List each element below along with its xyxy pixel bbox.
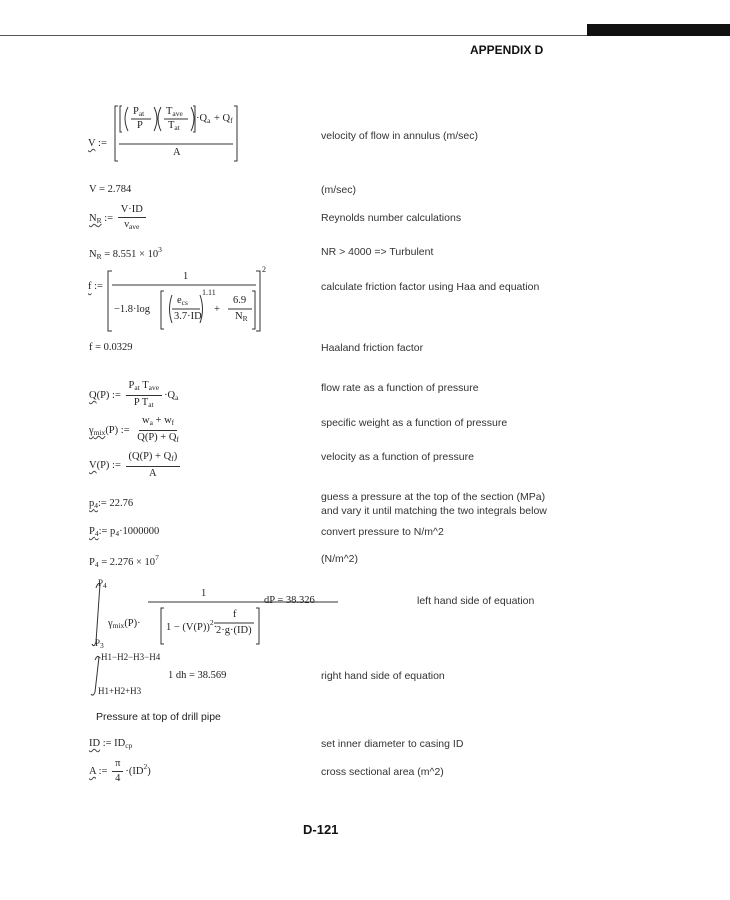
lhs-integral-den: 2·g·(ID) — [216, 625, 252, 636]
reynolds-desc: Reynolds number calculations — [321, 212, 462, 224]
area-equation: A := $\frac{\pi}{4}$ $\cdot(ID^2)$ — [89, 758, 151, 784]
convert-pressure-desc: convert pressure to N/m^2 — [321, 526, 444, 538]
velocity-area: A — [173, 147, 181, 158]
rhs-integral-body: 1 dh = 38.569 — [168, 670, 227, 681]
friction-c-num: 6.9 — [233, 295, 247, 306]
convert-pressure: $P_4:= p_4\cdot 1000000$ — [89, 526, 160, 538]
velocity-result: V = 2.784 — [89, 184, 132, 195]
lhs-integral-desc: left hand side of equation — [417, 595, 535, 607]
v-of-p-equation: V(P) := $\frac{(Q(P) + Q_f)}{A}$ — [89, 451, 182, 480]
lhs-integral-f: f — [233, 609, 237, 620]
appendix-title: APPENDIX D — [470, 43, 544, 57]
friction-equation — [88, 265, 278, 337]
velocity-qf: + $Q_f$ — [214, 113, 233, 125]
friction-desc: calculate friction factor using Haa and equation — [321, 281, 540, 293]
lhs-integral-result: dP = 38.326 — [264, 595, 315, 606]
guess-pressure-desc-1: guess a pressure at the top of the section (MPa) — [321, 491, 546, 503]
friction-result-desc: Haaland friction factor — [321, 342, 424, 354]
reynolds-equation: $N_R$ := $\frac{V\cdot ID}{\nu_{ave}}$ — [89, 204, 148, 233]
friction-e-den: 3.7·ID — [174, 311, 202, 322]
rhs-integral — [88, 652, 288, 698]
velocity-desc: velocity of flow in annulus (m/sec) — [321, 130, 478, 142]
gamma-of-p-desc: specific weight as a function of pressure — [321, 417, 508, 429]
guess-pressure-desc-2: and vary it until matching the two integrals below — [321, 505, 547, 517]
rhs-integral-lower: H1+H2+H3 — [98, 686, 142, 696]
lhs-integral — [88, 578, 338, 650]
friction-c-den: $N_R$ — [235, 311, 248, 323]
lhs-integral-lower: $P_3$ — [95, 638, 104, 650]
velocity-equation — [88, 104, 258, 164]
friction-result: f = 0.0329 — [89, 342, 133, 353]
guess-pressure: $p_4:= 22.76$ — [89, 498, 134, 510]
q-of-p-equation: Q(P) := $\frac{P_{at} T_{ave}}{P T_{at}}$ $\cdot Q_a$ — [89, 380, 179, 409]
reynolds-result-desc: NR > 4000 => Turbulent — [321, 246, 434, 258]
q-of-p-desc: flow rate as a function of pressure — [321, 382, 479, 394]
friction-lhs: f := — [88, 281, 103, 292]
drill-pipe-heading: Pressure at top of drill pipe — [96, 711, 221, 723]
gamma-of-p-equation: $\gamma_{mix}(P)$ := $\frac{w_a + w_f}{Q(P) + Q_f}$ — [89, 415, 179, 444]
rhs-integral-upper: -H1−H2−H3−H4 — [98, 652, 161, 662]
friction-pow: 1.11 — [202, 288, 216, 297]
velocity-p-at: $P_{at}$ — [133, 106, 145, 118]
velocity-t-at: $T_{at}$ — [168, 120, 180, 132]
lhs-integral-upper: $P_4$ — [98, 578, 107, 590]
p4-result-desc: (N/m^2) — [321, 553, 359, 565]
velocity-result-desc: (m/sec) — [321, 184, 356, 196]
velocity-qa: $\cdot Q_a$ — [196, 113, 211, 125]
reynolds-result: $N_R = 8.551 \times 10^3$ — [89, 245, 162, 261]
page-number: D-121 — [303, 822, 339, 837]
friction-e: $e_{cs}$ — [177, 295, 188, 307]
v-of-p-desc: velocity as a function of pressure — [321, 451, 474, 463]
header-rule — [0, 35, 587, 36]
inner-diameter-desc: set inner diameter to casing ID — [321, 738, 464, 750]
lhs-integral-one: 1 — [201, 588, 207, 599]
friction-coef: −1.8·log — [114, 304, 150, 315]
rhs-integral-desc: right hand side of equation — [321, 670, 445, 682]
lhs-integral-bracket: $1 - (V(P))^2\cdot$ — [166, 618, 218, 633]
velocity-lhs: V := — [88, 138, 107, 149]
friction-outer-exp: 2 — [262, 265, 266, 274]
velocity-t-ave: $T_{ave}$ — [166, 106, 183, 118]
velocity-p: P — [137, 120, 143, 131]
area-desc: cross sectional area (m^2) — [321, 766, 444, 778]
friction-one: 1 — [183, 271, 189, 282]
inner-diameter-equation: ID := $ID_{cp}$ — [89, 738, 133, 750]
friction-plus: + — [214, 304, 220, 315]
lhs-integral-graphic — [88, 578, 338, 650]
lhs-integral-gamma: $\gamma_{mix}(P)\cdot$ — [108, 618, 141, 630]
header-black-bar — [587, 24, 730, 36]
p4-result: $P_4 = 2.276 \times 10^7$ — [89, 553, 159, 569]
